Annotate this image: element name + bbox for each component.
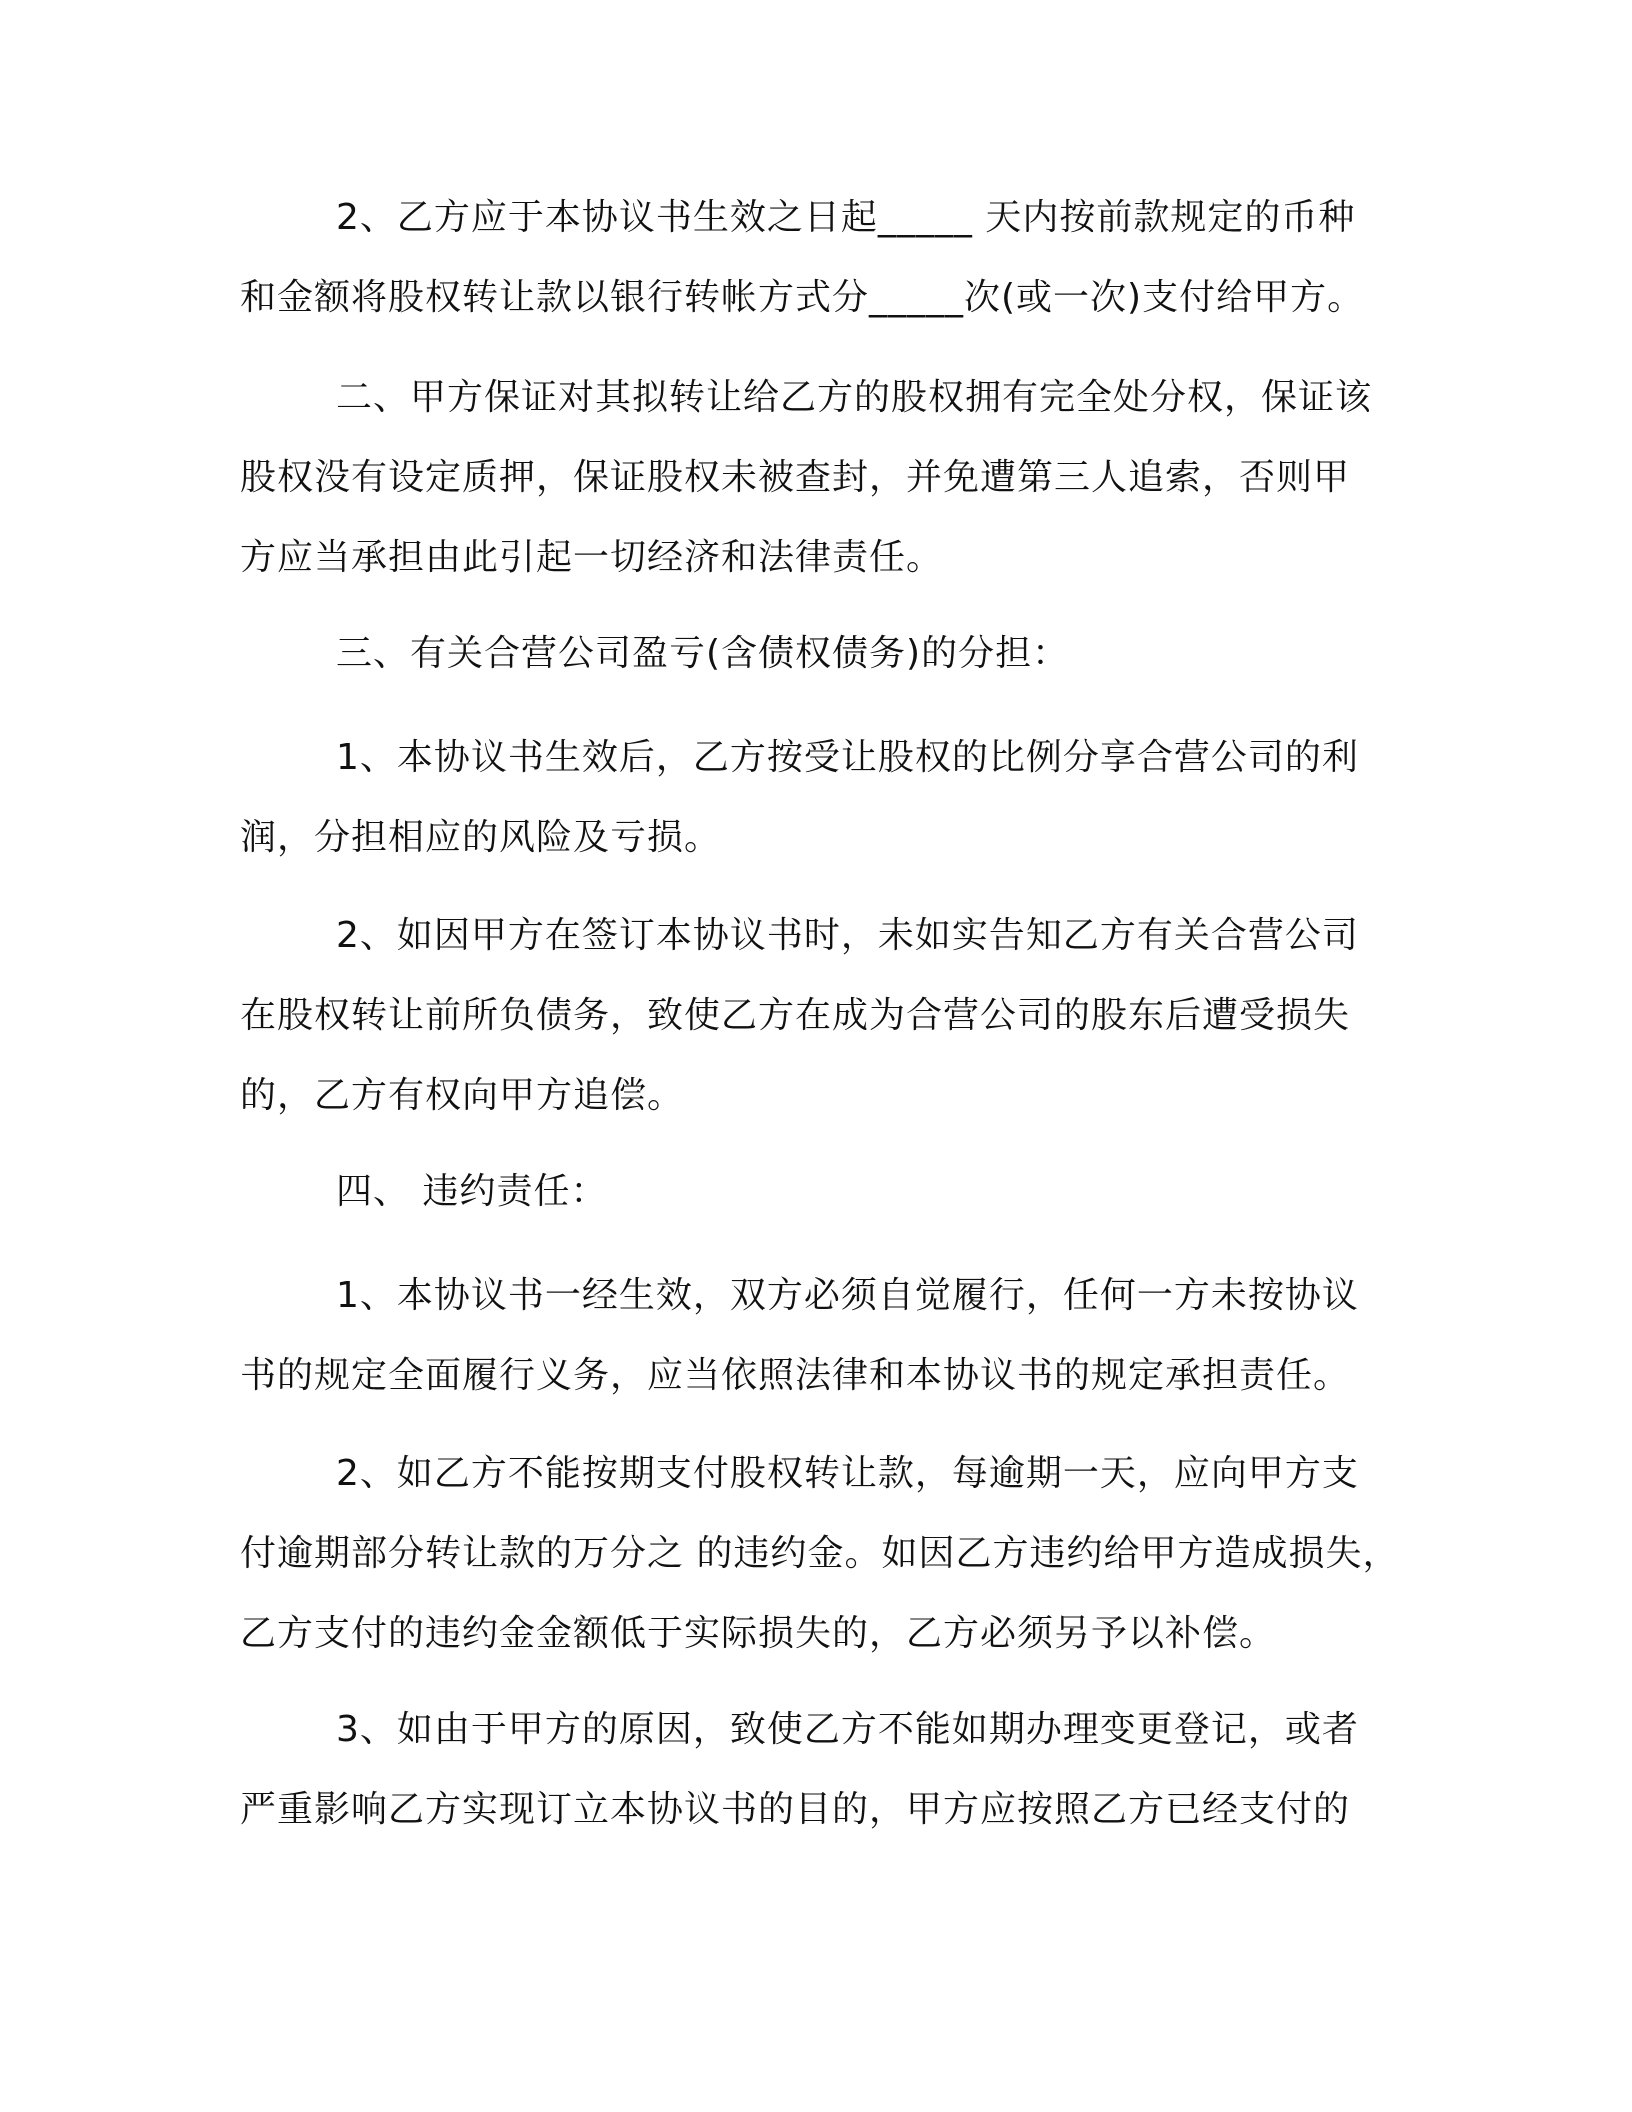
text-line: 的，乙方有权向甲方追偿。 xyxy=(240,1075,685,1116)
text-line: 1、本协议书一经生效，双方必须自觉履行，任何一方未按协议 xyxy=(336,1275,1359,1316)
text-line: 二、甲方保证对其拟转让给乙方的股权拥有完全处分权，保证该 xyxy=(336,377,1373,418)
text-line: 3、如由于甲方的原因，致使乙方不能如期办理变更登记，或者 xyxy=(336,1709,1359,1750)
text-line: 2、如因甲方在签订本协议书时，未如实告知乙方有关合营公司 xyxy=(336,915,1359,956)
text-line: 三、有关合营公司盈亏(含债权债务)的分担： xyxy=(336,633,1070,674)
text-line: 润，分担相应的风险及亏损。 xyxy=(240,817,722,858)
article-3-clause-2 xyxy=(240,896,1396,1136)
text-line: 在股权转让前所负债务，致使乙方在成为合营公司的股东后遭受损失 xyxy=(240,995,1351,1036)
text-line: 方应当承担由此引起一切经济和法律责任。 xyxy=(240,537,944,578)
article-4-clause-3 xyxy=(240,1690,1396,1850)
text-line: 严重影响乙方实现订立本协议书的目的，甲方应按照乙方已经支付的 xyxy=(240,1789,1351,1830)
text-line: 2、如乙方不能按期支付股权转让款，每逾期一天，应向甲方支 xyxy=(336,1453,1359,1494)
article-4-clause-1 xyxy=(240,1256,1396,1416)
text-line: 四、 违约责任： xyxy=(336,1171,608,1212)
payment-clause-2 xyxy=(240,178,1396,338)
text-line: 书的规定全面履行义务，应当依照法律和本协议书的规定承担责任。 xyxy=(240,1355,1351,1396)
article-3-heading xyxy=(240,614,1396,694)
article-4-heading xyxy=(240,1152,1396,1232)
text-line: 股权没有设定质押，保证股权未被查封，并免遭第三人追索，否则甲 xyxy=(240,457,1351,498)
article-4-clause-2 xyxy=(240,1434,1400,1674)
article-3-clause-1 xyxy=(240,718,1396,878)
text-line: 2、乙方应于本协议书生效之日起_____ 天内按前款规定的币种 xyxy=(336,197,1356,238)
text-line: 付逾期部分转让款的万分之 的违约金。如因乙方违约给甲方造成损失， xyxy=(240,1533,1400,1574)
article-2-warranty xyxy=(240,358,1396,598)
text-line: 乙方支付的违约金金额低于实际损失的，乙方必须另予以补偿。 xyxy=(240,1613,1277,1654)
text-line: 1、本协议书生效后，乙方按受让股权的比例分享合营公司的利 xyxy=(336,737,1359,778)
text-line: 和金额将股权转让款以银行转帐方式分_____次(或一次)支付给甲方。 xyxy=(240,277,1365,318)
